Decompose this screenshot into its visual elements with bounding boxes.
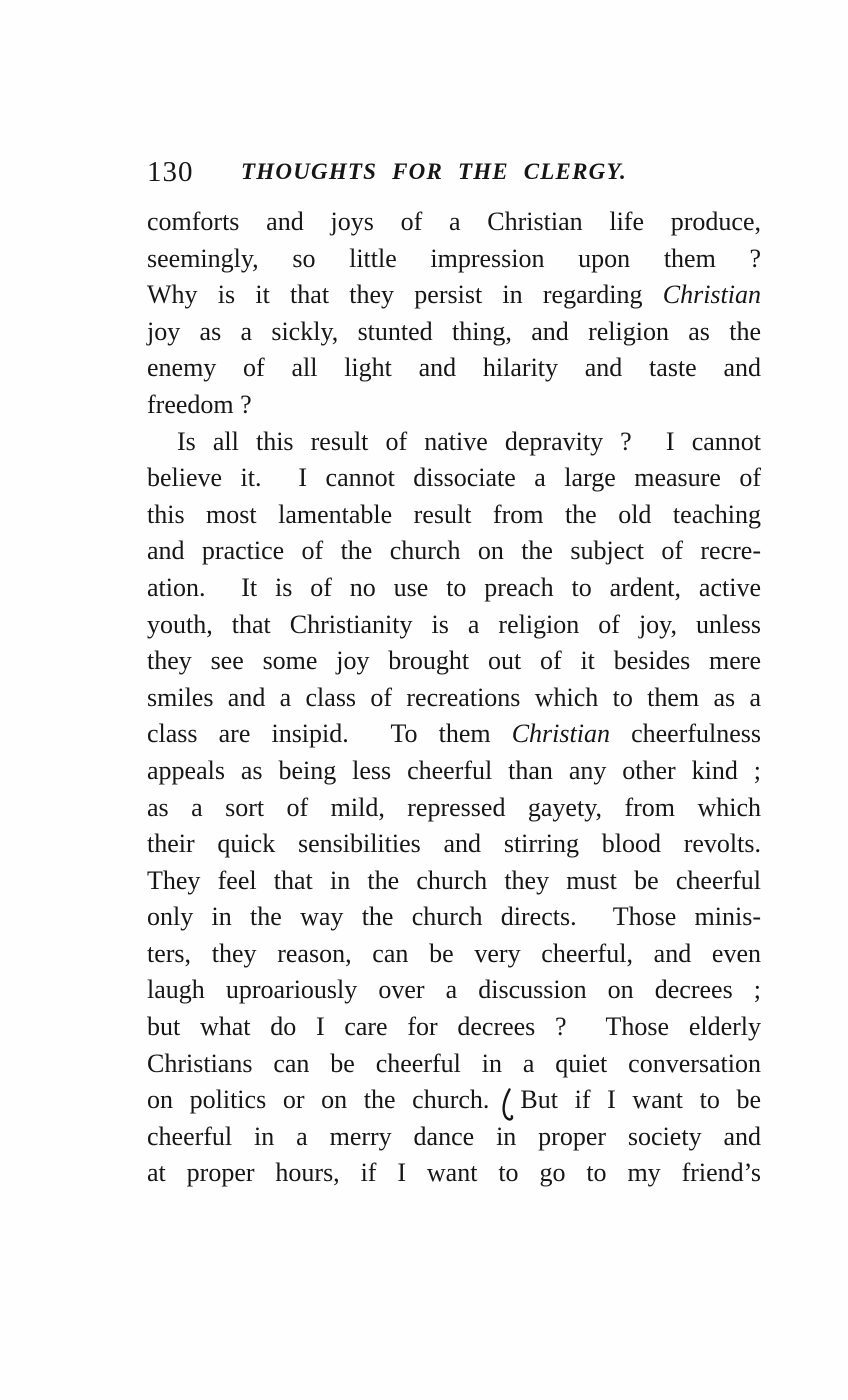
text-line (147, 972, 761, 1009)
text-segment: laugh uproariously over a discussion on decrees ; (147, 975, 761, 1005)
text-line (147, 1009, 761, 1046)
text-line (147, 1046, 761, 1083)
text-segment: ters, they reason, can be very cheerful, and even (147, 938, 761, 968)
text-line (147, 790, 761, 827)
page-header (147, 152, 761, 192)
text-line (147, 1155, 761, 1192)
text-line (147, 204, 761, 241)
text-segment: cheerfulness (609, 719, 761, 749)
text-segment: youth, that Christianity is a religion of joy, unless (147, 609, 761, 639)
text-segment: this most lamentable result from the old teaching (147, 499, 761, 529)
text-segment: appeals as being less cheerful than any other kind ; (147, 755, 761, 785)
italic-text-segment: Christian (511, 719, 610, 749)
running-header-title: THOUGHTS FOR THE CLERGY. (241, 159, 627, 184)
text-line (147, 497, 761, 534)
text-segment: They feel that in the church they must be cheerful (147, 865, 761, 895)
text-line (147, 314, 761, 351)
text-line (147, 899, 761, 936)
text-line (147, 533, 761, 570)
text-segment: class are insipid. To them (147, 719, 512, 749)
text-line (147, 350, 761, 387)
text-segment: ation. It is of no use to preach to ardent, active (147, 572, 761, 602)
text-segment: Christians can be cheerful in a quiet conversation (147, 1048, 761, 1078)
text-segment: as a sort of mild, repressed gayety, from which (147, 792, 761, 822)
text-segment: cheerful in a merry dance in proper society and (147, 1121, 761, 1151)
text-segment: on politics or on the church. (147, 1085, 490, 1115)
text-line (147, 1082, 761, 1119)
text-segment: they see some joy brought out of it besides mere (147, 646, 761, 676)
handwritten-pen-mark-icon (497, 1088, 514, 1122)
text-line (147, 863, 761, 900)
text-line (147, 680, 761, 717)
text-line (147, 387, 761, 424)
text-line (147, 607, 761, 644)
text-segment: freedom ? (147, 389, 252, 419)
text-segment: their quick sensibilities and stirring blood revolts. (147, 829, 761, 859)
text-segment: smiles and a class of recreations which to them as a (147, 682, 761, 712)
text-line (147, 570, 761, 607)
text-segment: enemy of all light and hilarity and taste and (147, 353, 761, 383)
text-line (147, 241, 761, 278)
page-number: 130 (147, 156, 194, 188)
text-segment: joy as a sickly, stunted thing, and religion as the (147, 316, 761, 346)
text-segment: but what do I care for decrees ? Those elderly (147, 1012, 761, 1042)
text-segment: seemingly, so little impression upon them ? (147, 243, 761, 273)
text-segment: and practice of the church on the subject of recre- (147, 536, 761, 566)
text-line (147, 716, 761, 753)
text-segment: only in the way the church directs. Those minis- (147, 902, 761, 932)
text-line (147, 424, 761, 461)
body-text (147, 204, 761, 1192)
text-segment: Why is it that they persist in regarding (147, 280, 663, 310)
text-line (147, 460, 761, 497)
text-line (147, 643, 761, 680)
text-segment: believe it. I cannot dissociate a large measure of (147, 463, 761, 493)
text-segment: at proper hours, if I want to go to my friend’s (147, 1158, 761, 1188)
text-line (147, 936, 761, 973)
text-segment: Is all this result of native depravity ? I cannot (177, 426, 761, 456)
text-line (147, 753, 761, 790)
text-line (147, 1119, 761, 1156)
text-segment: But if I want to be (520, 1085, 761, 1115)
text-line (147, 826, 761, 863)
text-segment: comforts and joys of a Christian life produce, (147, 207, 761, 236)
text-line (147, 277, 761, 314)
italic-text-segment: Christian (662, 280, 761, 310)
